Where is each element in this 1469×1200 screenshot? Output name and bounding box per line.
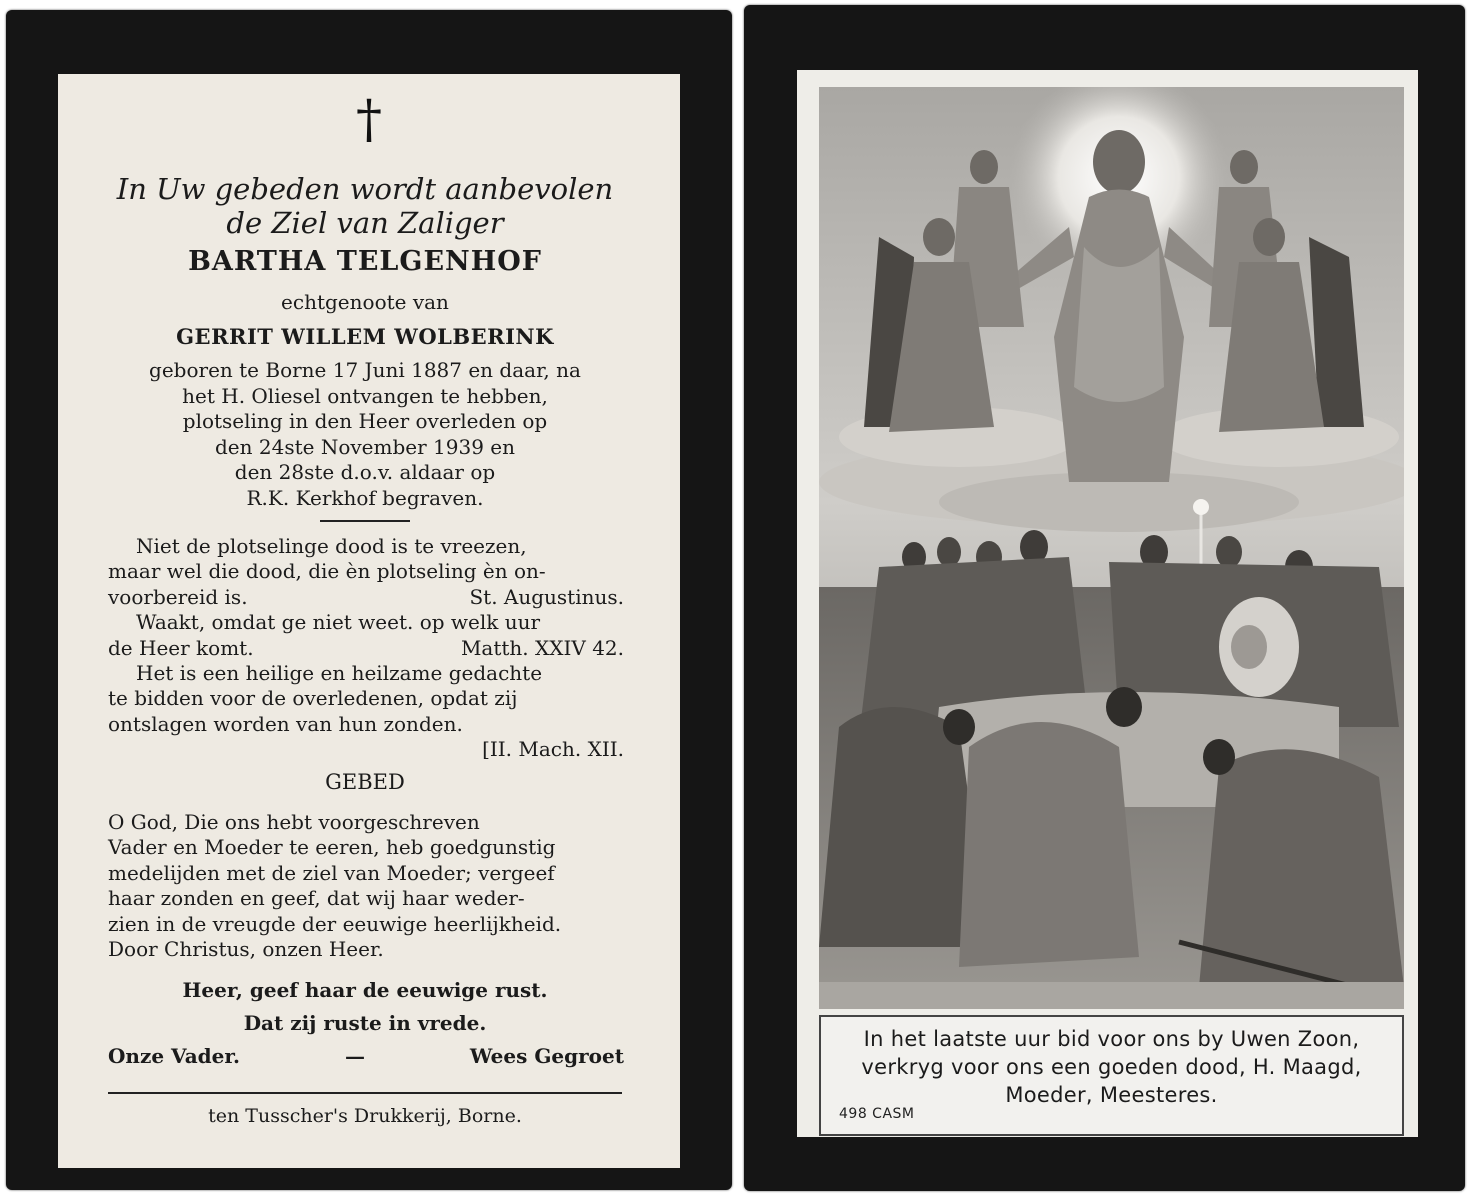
card-image-paper: [797, 70, 1418, 1137]
bio-line: het H. Oliesel ontvangen te hebben,: [182, 383, 548, 408]
quote-text: de Heer komt.: [108, 635, 254, 660]
quote-line: ontslagen worden van hun zonden.: [108, 711, 463, 736]
prayer-title: GEBED: [325, 770, 405, 794]
quote-line: te bidden voor de overledenen, opdat zij: [108, 686, 518, 711]
memorial-card-image-side: [744, 5, 1465, 1191]
quote-source: Matth. XXIV 42.: [460, 635, 624, 660]
quote-line: [108, 585, 624, 610]
dash: —: [344, 1044, 365, 1068]
quote-line: Niet de plotselinge dood is te vreezen,: [136, 534, 527, 558]
caption-box: [819, 1015, 1404, 1136]
bio-line: den 28ste d.o.v. aldaar op: [234, 460, 496, 485]
print-code: 498 CASM: [839, 1106, 915, 1122]
quote-text: voorbereid is.: [108, 584, 248, 609]
quotes-block: [108, 534, 624, 763]
bio-line: R.K. Kerkhof begraven.: [246, 485, 484, 510]
spouse-name: GERRIT WILLEM WOLBERINK: [176, 324, 554, 349]
memorial-card-text-side: [6, 10, 732, 1190]
closing-line-3: [108, 1044, 624, 1069]
prayer-block: [108, 810, 624, 962]
quote-source: St. Augustinus.: [469, 584, 624, 609]
illustration-drawing: [819, 87, 1404, 1009]
bottom-divider: [108, 1092, 622, 1094]
prayer-onze-vader: Onze Vader.: [108, 1044, 241, 1068]
prayer-line: medelijden met de ziel van Moeder; vergeef: [108, 860, 555, 885]
quote-source: [II. Mach. XII.: [482, 737, 624, 762]
bio-line: den 24ste November 1939 en: [215, 434, 515, 459]
prayer-wees-gegroet: Wees Gegroet: [469, 1044, 624, 1068]
deceased-name: BARTHA TELGENHOF: [188, 246, 542, 277]
bio-line: geboren te Borne 17 Juni 1887 en daar, na: [149, 358, 581, 382]
cross-icon: †: [356, 90, 382, 150]
spouse-label: echtgenoote van: [281, 290, 449, 314]
intro-line-1: In Uw gebeden wordt aanbevolen: [116, 172, 614, 206]
quote-line: Het is een heilige en heilzame gedachte: [136, 661, 543, 686]
prayer-line: Vader en Moeder te eeren, heb goedgunstig: [108, 835, 556, 860]
prayer-line: zien in de vreugde der eeuwige heerlijkheid.: [108, 911, 562, 936]
closing-line-2: Dat zij ruste in vrede.: [243, 1011, 487, 1035]
religious-illustration: [819, 87, 1404, 1009]
printer-credit: ten Tusscher's Drukkerij, Borne.: [208, 1105, 522, 1127]
bio-block: [108, 358, 622, 512]
bio-line: plotseling in den Heer overleden op: [182, 409, 548, 434]
caption-line: verkryg voor ons een goeden dood, H. Maagd,: [861, 1055, 1362, 1079]
prayer-line: haar zonden en geef, dat wij haar weder-: [108, 886, 525, 911]
caption-line: Moeder, Meesteres.: [1005, 1083, 1218, 1107]
intro-line-2: de Ziel van Zaliger: [226, 206, 504, 240]
quote-line: Waakt, omdat ge niet weet. op welk uur: [136, 610, 541, 635]
short-divider: [320, 520, 410, 522]
closing-line-1: Heer, geef haar de eeuwige rust.: [182, 978, 548, 1002]
prayer-line: O God, Die ons hebt voorgeschreven: [108, 810, 480, 834]
caption-line: In het laatste uur bid voor ons by Uwen Zoon,: [863, 1027, 1360, 1051]
caption-text: [821, 1025, 1402, 1109]
quote-line: maar wel die dood, die èn plotseling èn on-: [108, 559, 546, 584]
prayer-line: Door Christus, onzen Heer.: [108, 937, 384, 962]
card-text-paper: [58, 74, 680, 1168]
quote-line: [108, 636, 624, 661]
